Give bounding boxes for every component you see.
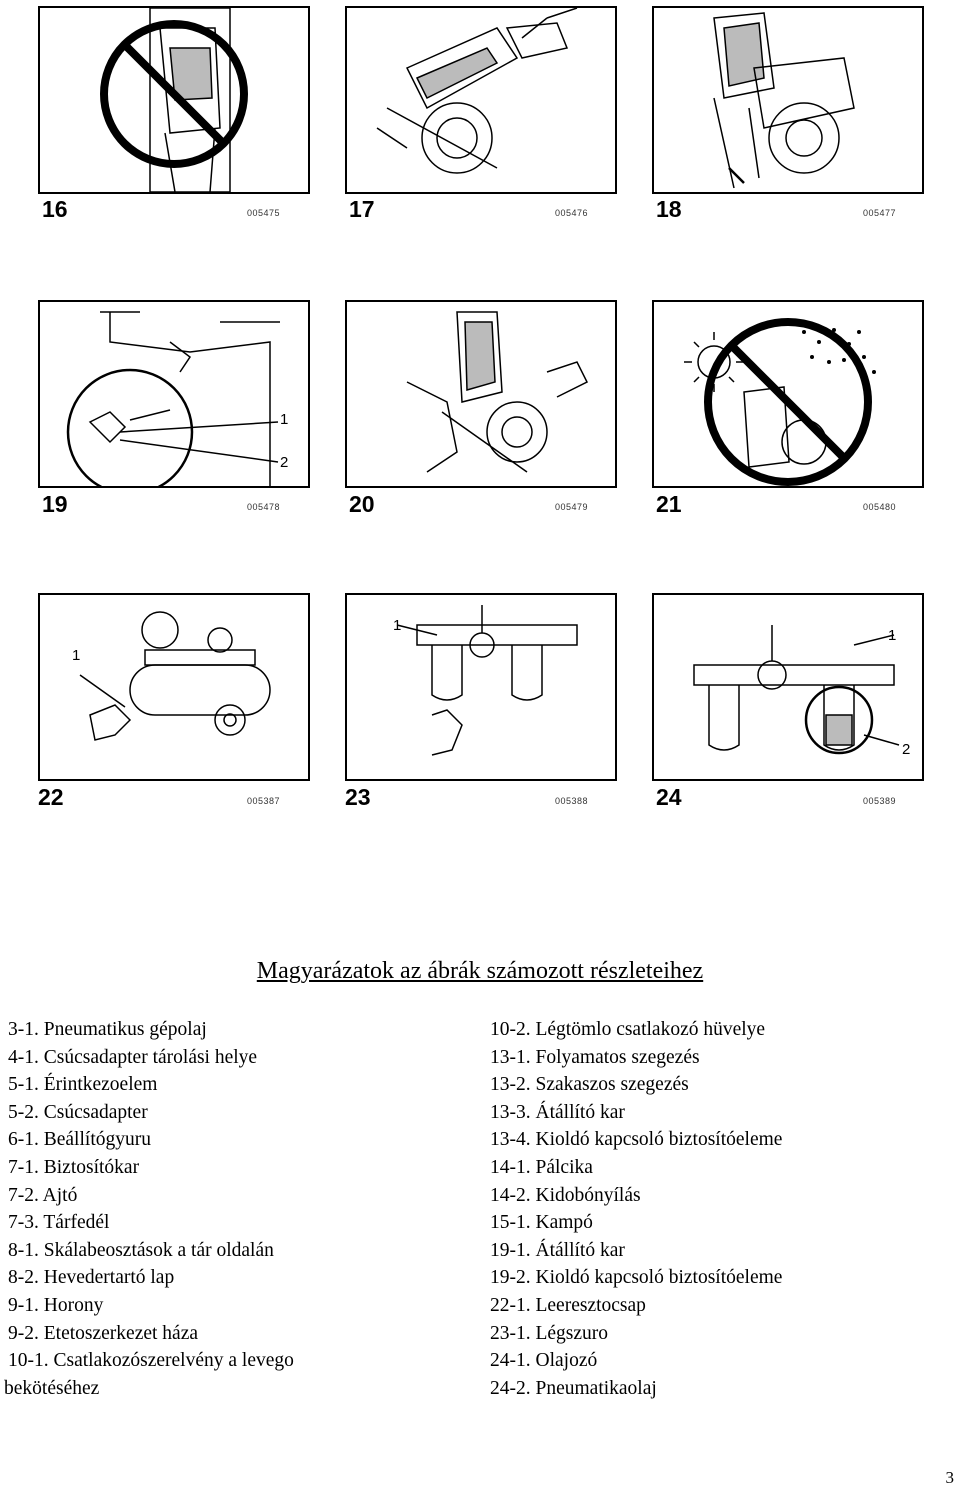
legend-item: 22-1. Leeresztocsap	[490, 1294, 646, 1316]
legend-left-column	[4, 1016, 468, 1402]
legend-item: 5-1. Érintkezoelem	[8, 1074, 158, 1096]
figure-21-code: 005480	[863, 502, 897, 512]
legend-title: Magyarázatok az ábrák számozott részleteihez	[256, 958, 704, 984]
figure-24-code: 005389	[863, 796, 897, 806]
legend-item: 4-1. Csúcsadapter tárolási helye	[8, 1046, 258, 1068]
figure-18-number: 18	[656, 196, 682, 222]
figure-20-panel	[345, 300, 617, 488]
figure-22-code: 005387	[247, 796, 281, 806]
rain-dots	[802, 328, 876, 374]
figure-20-code: 005479	[555, 502, 589, 512]
figure-17-code: 005476	[555, 208, 589, 218]
figure-18-code: 005477	[863, 208, 897, 218]
figure-23-callout-1: 1	[393, 617, 402, 634]
legend-item: 14-2. Kidobónyílás	[490, 1184, 641, 1206]
figure-22-panel	[38, 593, 310, 781]
figure-20-illustration	[347, 302, 615, 486]
legend-item: 6-1. Beállítógyuru	[8, 1129, 151, 1151]
legend-item: 7-1. Biztosítókar	[8, 1156, 140, 1178]
legend-item: 3-1. Pneumatikus gépolaj	[8, 1019, 207, 1040]
legend-item: 23-1. Légszuro	[490, 1322, 609, 1344]
figure-24-callout-2: 2	[902, 741, 911, 758]
figure-16-panel	[38, 6, 310, 194]
legend-item: 19-2. Kioldó kapcsoló biztosítóeleme	[490, 1267, 783, 1289]
figure-22-number: 22	[38, 784, 64, 810]
figure-16-number: 16	[42, 196, 68, 222]
legend-item: 19-1. Átállító kar	[490, 1239, 625, 1261]
legend-item: 9-1. Horony	[8, 1294, 104, 1316]
legend-item: 13-2. Szakaszos szegezés	[490, 1074, 689, 1096]
figure-21-panel	[652, 300, 924, 488]
figure-23-illustration	[347, 595, 615, 779]
figure-18-illustration	[654, 8, 922, 192]
figure-24-number: 24	[656, 784, 682, 810]
figure-19-panel	[38, 300, 310, 488]
legend-item: 8-2. Hevedertartó lap	[8, 1267, 175, 1289]
figure-17-number: 17	[349, 196, 375, 222]
legend-item: 10-2. Légtömlo csatlakozó hüvelye	[490, 1019, 766, 1040]
figure-22-callout-1: 1	[72, 647, 81, 664]
figure-19-illustration	[40, 302, 308, 486]
figure-21-illustration	[654, 302, 922, 486]
figure-20-number: 20	[349, 491, 375, 517]
legend-item: 7-3. Tárfedél	[8, 1212, 110, 1234]
figure-23-panel	[345, 593, 617, 781]
figure-23-code: 005388	[555, 796, 589, 806]
legend-item: bekötéséhez	[4, 1377, 100, 1399]
figure-17-panel	[345, 6, 617, 194]
legend-item: 9-2. Etetoszerkezet háza	[8, 1322, 199, 1344]
figure-24-panel	[652, 593, 924, 781]
figure-21-number: 21	[656, 491, 682, 517]
figure-16-illustration	[40, 8, 308, 192]
legend-item: 24-1. Olajozó	[490, 1350, 598, 1372]
figure-24-illustration	[654, 595, 922, 779]
legend-item: 24-2. Pneumatikaolaj	[490, 1377, 657, 1399]
page-number: 3	[945, 1468, 954, 1487]
figure-23-number: 23	[345, 784, 371, 810]
figure-19-number: 19	[42, 491, 68, 517]
legend-item: 5-2. Csúcsadapter	[8, 1101, 148, 1123]
legend-item: 14-1. Pálcika	[490, 1156, 593, 1178]
figure-17-illustration	[347, 8, 615, 192]
figure-16-code: 005475	[247, 208, 281, 218]
figure-19-callout-2: 2	[280, 454, 289, 471]
figure-24-callout-1: 1	[888, 627, 897, 644]
legend-item: 13-3. Átállító kar	[490, 1101, 625, 1123]
legend-item: 7-2. Ajtó	[8, 1184, 78, 1206]
legend-item: 8-1. Skálabeosztások a tár oldalán	[8, 1239, 274, 1261]
figure-19-code: 005478	[247, 502, 281, 512]
figure-18-panel	[652, 6, 924, 194]
legend-item: 10-1. Csatlakozószerelvény a levego	[8, 1350, 294, 1372]
legend-item: 13-1. Folyamatos szegezés	[490, 1046, 700, 1068]
figure-19-callout-1: 1	[280, 411, 289, 428]
legend-item: 15-1. Kampó	[490, 1212, 593, 1234]
legend-item: 13-4. Kioldó kapcsoló biztosítóeleme	[490, 1129, 783, 1151]
figure-22-illustration	[40, 595, 308, 779]
legend-right-column	[490, 1016, 950, 1402]
